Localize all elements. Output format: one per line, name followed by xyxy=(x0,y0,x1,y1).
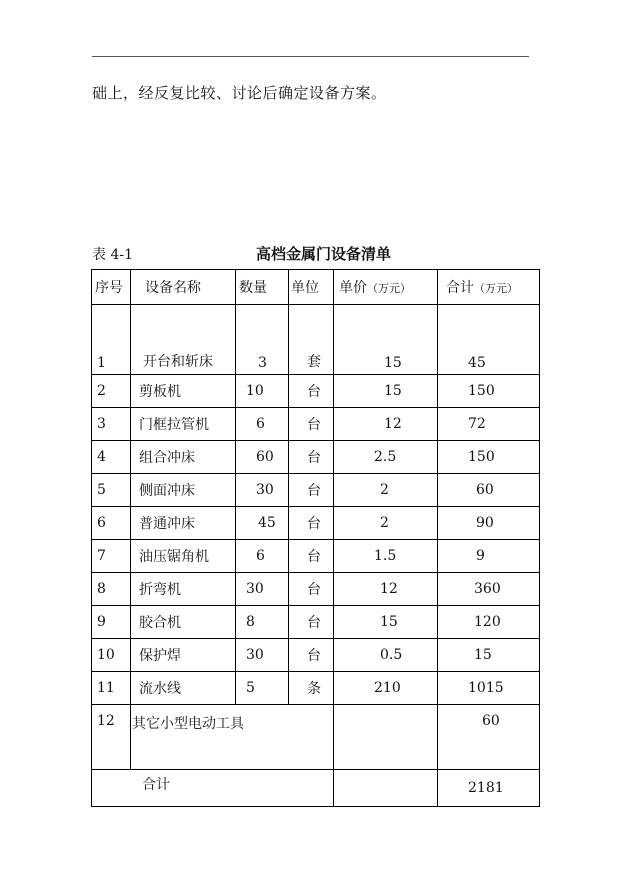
cell-price: 12 xyxy=(334,573,438,606)
cell-price: 15 xyxy=(334,375,438,408)
header-total xyxy=(438,270,540,305)
cell-unit: 台 xyxy=(289,474,334,507)
table-title: 高档金属门设备清单 xyxy=(256,245,392,263)
cell-total: 45 xyxy=(438,305,540,375)
cell-qty: 45 xyxy=(236,507,289,540)
cell-total: 15 xyxy=(438,639,540,672)
cell-qty: 30 xyxy=(236,639,289,672)
cell-name: 侧面冲床 xyxy=(131,474,236,507)
table-row xyxy=(92,375,540,408)
table-row xyxy=(92,573,540,606)
cell-no: 9 xyxy=(92,606,131,639)
cell-no: 11 xyxy=(92,672,131,705)
cell-price: 12 xyxy=(334,408,438,441)
cell-price: 210 xyxy=(334,672,438,705)
header-price xyxy=(334,270,438,305)
equipment-table xyxy=(91,269,540,807)
cell-unit: 套 xyxy=(289,305,334,375)
header-total-unit: （万元） xyxy=(474,282,518,295)
cell-no: 3 xyxy=(92,408,131,441)
cell-qty: 3 xyxy=(236,305,289,375)
cell-qty: 6 xyxy=(236,408,289,441)
cell-qty: 6 xyxy=(236,540,289,573)
cell-qty: 30 xyxy=(236,474,289,507)
cell-unit: 台 xyxy=(289,639,334,672)
cell-unit: 台 xyxy=(289,606,334,639)
cell-price: 0.5 xyxy=(334,639,438,672)
cell-qty: 5 xyxy=(236,672,289,705)
cell-price-empty xyxy=(334,770,438,807)
cell-name: 胶合机 xyxy=(131,606,236,639)
cell-name: 流水线 xyxy=(131,672,236,705)
header-qty: 数量 xyxy=(236,270,289,305)
cell-unit: 台 xyxy=(289,441,334,474)
cell-qty: 60 xyxy=(236,441,289,474)
cell-total: 120 xyxy=(438,606,540,639)
cell-qty: 8 xyxy=(236,606,289,639)
cell-total: 150 xyxy=(438,375,540,408)
cell-unit: 台 xyxy=(289,507,334,540)
cell-unit: 台 xyxy=(289,408,334,441)
cell-no: 6 xyxy=(92,507,131,540)
cell-total: 60 xyxy=(438,705,540,770)
cell-name: 开台和斩床 xyxy=(131,305,236,375)
cell-total: 72 xyxy=(438,408,540,441)
table-row xyxy=(92,305,540,375)
table-row xyxy=(92,441,540,474)
table-row xyxy=(92,606,540,639)
cell-unit: 台 xyxy=(289,375,334,408)
body-paragraph: 础上，经反复比较、讨论后确定设备方案。 xyxy=(92,84,387,102)
cell-price-empty xyxy=(334,705,438,770)
table-row xyxy=(92,507,540,540)
cell-qty: 10 xyxy=(236,375,289,408)
table-header-row xyxy=(92,270,540,305)
cell-no: 10 xyxy=(92,639,131,672)
cell-total: 360 xyxy=(438,573,540,606)
cell-unit: 台 xyxy=(289,573,334,606)
cell-total: 2181 xyxy=(438,770,540,807)
table-row xyxy=(92,408,540,441)
table-row xyxy=(92,474,540,507)
cell-name: 组合冲床 xyxy=(131,441,236,474)
cell-price: 2.5 xyxy=(334,441,438,474)
cell-total: 60 xyxy=(438,474,540,507)
cell-no: 2 xyxy=(92,375,131,408)
header-unit: 单位 xyxy=(289,270,334,305)
table-row-other xyxy=(92,705,540,770)
cell-no: 7 xyxy=(92,540,131,573)
cell-price: 2 xyxy=(334,474,438,507)
cell-total: 9 xyxy=(438,540,540,573)
cell-no: 1 xyxy=(92,305,131,375)
cell-price: 2 xyxy=(334,507,438,540)
cell-total: 150 xyxy=(438,441,540,474)
cell-name: 门框拉管机 xyxy=(131,408,236,441)
table-row xyxy=(92,639,540,672)
cell-no: 5 xyxy=(92,474,131,507)
header-price-label: 单价 xyxy=(339,280,367,296)
header-no: 序号 xyxy=(92,270,131,305)
cell-total-label: 合计 xyxy=(92,770,334,807)
cell-name: 油压锯角机 xyxy=(131,540,236,573)
cell-unit: 台 xyxy=(289,540,334,573)
cell-price: 15 xyxy=(334,606,438,639)
table-label: 表 4-1 xyxy=(92,247,133,263)
header-total-label: 合计 xyxy=(446,280,474,296)
cell-name: 普通冲床 xyxy=(131,507,236,540)
header-rule xyxy=(92,56,529,57)
cell-no: 12 xyxy=(92,705,131,770)
cell-name: 其它小型电动工具 xyxy=(131,705,334,770)
header-name: 设备名称 xyxy=(131,270,236,305)
cell-qty: 30 xyxy=(236,573,289,606)
cell-price: 15 xyxy=(334,305,438,375)
cell-total: 1015 xyxy=(438,672,540,705)
table-row xyxy=(92,540,540,573)
cell-unit: 条 xyxy=(289,672,334,705)
cell-total: 90 xyxy=(438,507,540,540)
table-row-total xyxy=(92,770,540,807)
cell-name: 保护焊 xyxy=(131,639,236,672)
cell-no: 4 xyxy=(92,441,131,474)
cell-name: 折弯机 xyxy=(131,573,236,606)
table-row xyxy=(92,672,540,705)
cell-no: 8 xyxy=(92,573,131,606)
cell-price: 1.5 xyxy=(334,540,438,573)
cell-name: 剪板机 xyxy=(131,375,236,408)
header-price-unit: （万元） xyxy=(367,282,411,295)
